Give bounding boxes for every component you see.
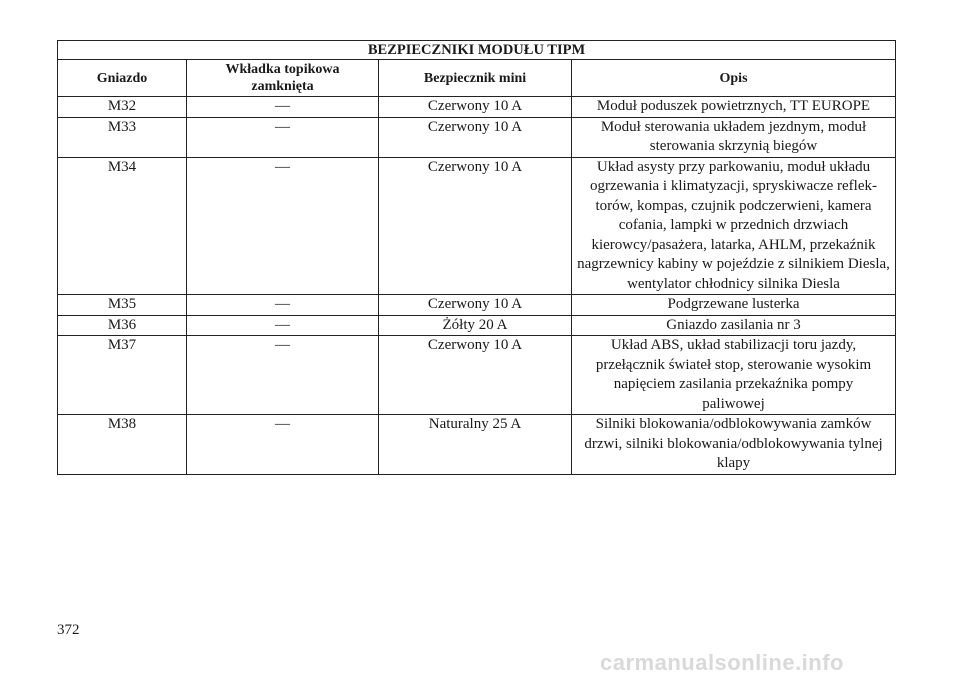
- cartridge-cell: —: [187, 415, 379, 475]
- cartridge-cell: —: [187, 97, 379, 118]
- socket-cell: M38: [58, 415, 187, 475]
- mini-fuse-cell: Czerwony 10 A: [379, 157, 572, 295]
- table-row: [58, 157, 896, 295]
- table-row: [58, 295, 896, 316]
- socket-cell: M35: [58, 295, 187, 316]
- description-cell: Moduł poduszek powietrznych, TT EUROPE: [572, 97, 896, 118]
- mini-fuse-cell: Czerwony 10 A: [379, 336, 572, 415]
- cartridge-cell: —: [187, 117, 379, 157]
- socket-cell: M37: [58, 336, 187, 415]
- column-header-mini: Bezpiecznik mini: [379, 60, 572, 97]
- cartridge-cell: —: [187, 336, 379, 415]
- mini-fuse-cell: Żółty 20 A: [379, 315, 572, 336]
- socket-cell: M32: [58, 97, 187, 118]
- table-header-row: [58, 60, 896, 97]
- column-header-socket: Gniazdo: [58, 60, 187, 97]
- mini-fuse-cell: Naturalny 25 A: [379, 415, 572, 475]
- fuse-table: [57, 40, 896, 475]
- table-row: [58, 117, 896, 157]
- description-cell: Silniki blokowania/odblokowywania zamków drzwi, silniki blokowania/odblokowywania tylnej klapy: [572, 415, 896, 475]
- table-row: [58, 315, 896, 336]
- mini-fuse-cell: Czerwony 10 A: [379, 97, 572, 118]
- table-title: BEZPIECZNIKI MODUŁU TIPM: [58, 41, 896, 60]
- description-cell: Układ ABS, układ stabilizacji toru jazdy, przełącznik świateł stop, sterowanie wysokim napięciem zasilania przekaźnika pompy paliwowej: [572, 336, 896, 415]
- description-cell: Układ asysty przy parkowaniu, moduł układu ogrzewania i klimatyzacji, spryskiwacze reflek-torów, kompas, czujnik podczerwieni, kamera cofania, lampki w przednich drzwiach kierowcy/pasażera, latarka, AHLM, przekaźnik nagrzewnicy kabiny w pojeździe z silnikiem Diesla, wentylator chłodnicy silnika Diesla: [572, 157, 896, 295]
- cartridge-cell: —: [187, 295, 379, 316]
- mini-fuse-cell: Czerwony 10 A: [379, 295, 572, 316]
- description-cell: Podgrzewane lusterka: [572, 295, 896, 316]
- table-title-row: [58, 41, 896, 60]
- page-number: 372: [57, 622, 80, 638]
- description-cell: Moduł sterowania układem jezdnym, moduł sterowania skrzynią biegów: [572, 117, 896, 157]
- table-row: [58, 336, 896, 415]
- table-row: [58, 97, 896, 118]
- cartridge-cell: —: [187, 157, 379, 295]
- socket-cell: M36: [58, 315, 187, 336]
- cartridge-cell: —: [187, 315, 379, 336]
- column-header-description: Opis: [572, 60, 896, 97]
- mini-fuse-cell: Czerwony 10 A: [379, 117, 572, 157]
- description-cell: Gniazdo zasilania nr 3: [572, 315, 896, 336]
- watermark: carmanualsonline.info: [600, 650, 844, 675]
- socket-cell: M33: [58, 117, 187, 157]
- table-row: [58, 415, 896, 475]
- column-header-cartridge: Wkładka topikowa zamknięta: [187, 60, 379, 97]
- socket-cell: M34: [58, 157, 187, 295]
